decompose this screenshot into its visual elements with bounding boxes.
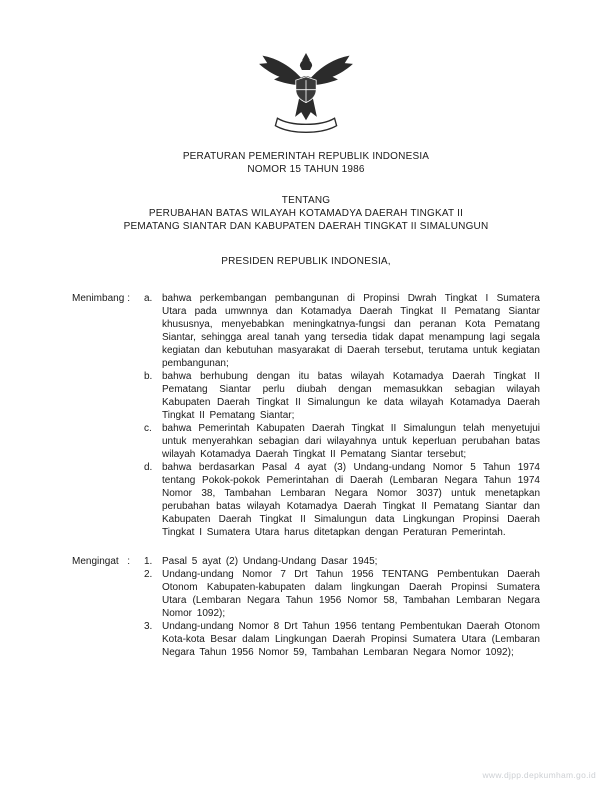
title-number-line: NOMOR 15 TAHUN 1986 bbox=[247, 164, 365, 175]
item-text: bahwa berdasarkan Pasal 4 ayat (3) Undang-undang Nomor 5 Tahun 1974 tentang Pokok-pokok Pemerintahan di Daerah (Lembaran Negara Tahun 1974 Nomor 38, Tambahan Lembaran Negara Nomor 3037) untuk menetapkan perubahan batas wilayah Kotamadya Daerah Tingkat II Pematang Siantar dan Kabupaten Daerah Tingkat II Simalungun data Lingkungan Propinsi Daerah Tingkat I Sumatera Utara harus ditetapkan dengan Peraturan Pemerintah. bbox=[162, 462, 540, 538]
item-marker: a. bbox=[144, 293, 153, 304]
menimbang-colon: : bbox=[127, 293, 130, 304]
mengingat-section bbox=[72, 555, 540, 659]
menimbang-item-d bbox=[72, 461, 540, 539]
site-watermark: www.djpp.depkumham.go.id bbox=[482, 770, 596, 780]
subject-line-1: PERUBAHAN BATAS WILAYAH KOTAMADYA DAERAH TINGKAT II bbox=[148, 208, 464, 219]
menimbang-item-b bbox=[72, 370, 540, 422]
tentang-label: TENTANG bbox=[281, 195, 331, 206]
item-marker: b. bbox=[144, 371, 153, 382]
subject-line-2: PEMATANG SIANTAR DAN KABUPATEN DAERAH TINGKAT II SIMALUNGUN bbox=[123, 221, 489, 232]
item-marker: 1. bbox=[144, 556, 153, 567]
mengingat-item-3 bbox=[72, 620, 540, 659]
document-subject bbox=[72, 194, 540, 233]
menimbang-section bbox=[72, 292, 540, 539]
document-title bbox=[72, 150, 540, 176]
item-marker: d. bbox=[144, 462, 153, 473]
item-text: Undang-undang Nomor 7 Drt Tahun 1956 TENTANG Pembentukan Daerah Otonom Kabupaten-kabupaten dalam lingkungan Daerah Propinsi Sumatera Utara (Lembaran Negara Tahun 1956 Nomor 58, Tambahan Lembaran Negara Nomor 1092); bbox=[162, 569, 540, 619]
mengingat-colon: : bbox=[127, 556, 130, 567]
garuda-pancasila-emblem bbox=[72, 38, 540, 140]
mengingat-item-1 bbox=[72, 555, 540, 568]
item-marker: 2. bbox=[144, 569, 153, 580]
menimbang-label bbox=[72, 292, 138, 370]
garuda-pancasila-icon bbox=[258, 38, 354, 140]
item-marker: c. bbox=[144, 423, 152, 434]
mengingat-label bbox=[72, 555, 138, 568]
item-text: Undang-undang Nomor 8 Drt Tahun 1956 tentang Pembentukan Daerah Otonom Kota-kota Besar dalam Lingkungan Daerah Propinsi Sumatera Utara (Lembaran Negara Tahun 1956 Nomor 59, Tambahan Lembaran Negara Nomor 1092); bbox=[162, 621, 540, 658]
title-line-1: PERATURAN PEMERINTAH REPUBLIK INDONESIA bbox=[182, 151, 430, 162]
item-text: Pasal 5 ayat (2) Undang-Undang Dasar 1945; bbox=[162, 556, 378, 567]
item-text: bahwa Pemerintah Kabupaten Daerah Tingkat II Simalungun telah menyetujui untuk menyerahkan sebagian dari wilayahnya untuk keperluan perubahan batas wilayah Kotamadya Daerah Tingkat II Pematang Siantar tersebut; bbox=[162, 423, 540, 460]
menimbang-item-a bbox=[72, 292, 540, 370]
mengingat-label-text: Mengingat bbox=[72, 556, 119, 567]
item-text: bahwa berhubung dengan itu batas wilayah Kotamadya Daerah Tingkat II Pematang Siantar perlu diubah dengan memasukkan sebagian wilayah Kabupaten Daerah Tingkat II Simalungun ke data wilayah Kotamadya Daerah Tingkat II Pematang Siantar; bbox=[162, 371, 540, 421]
menimbang-label-text: Menimbang bbox=[72, 293, 125, 304]
presiden-heading: PRESIDEN REPUBLIK INDONESIA, bbox=[221, 256, 391, 267]
mengingat-item-2 bbox=[72, 568, 540, 620]
item-marker: 3. bbox=[144, 621, 153, 632]
item-text: bahwa perkembangan pembangunan di Propinsi Dwrah Tingkat I Sumatera Utara pada umwnnya dan Kotamadya Daerah Tingkat II Pematang Siantar khususnya, menyebabkan meningkatnya-fungsi dan peranan Kota Pematang Siantar, sehingga areal tanah yang tersedia tidak dapat menampung lagi segala kegiatan dan kebutuhan masyarakat di Daerah tersebut, terutama untuk kegiatan pembangunan; bbox=[162, 293, 540, 369]
menimbang-item-c bbox=[72, 422, 540, 461]
